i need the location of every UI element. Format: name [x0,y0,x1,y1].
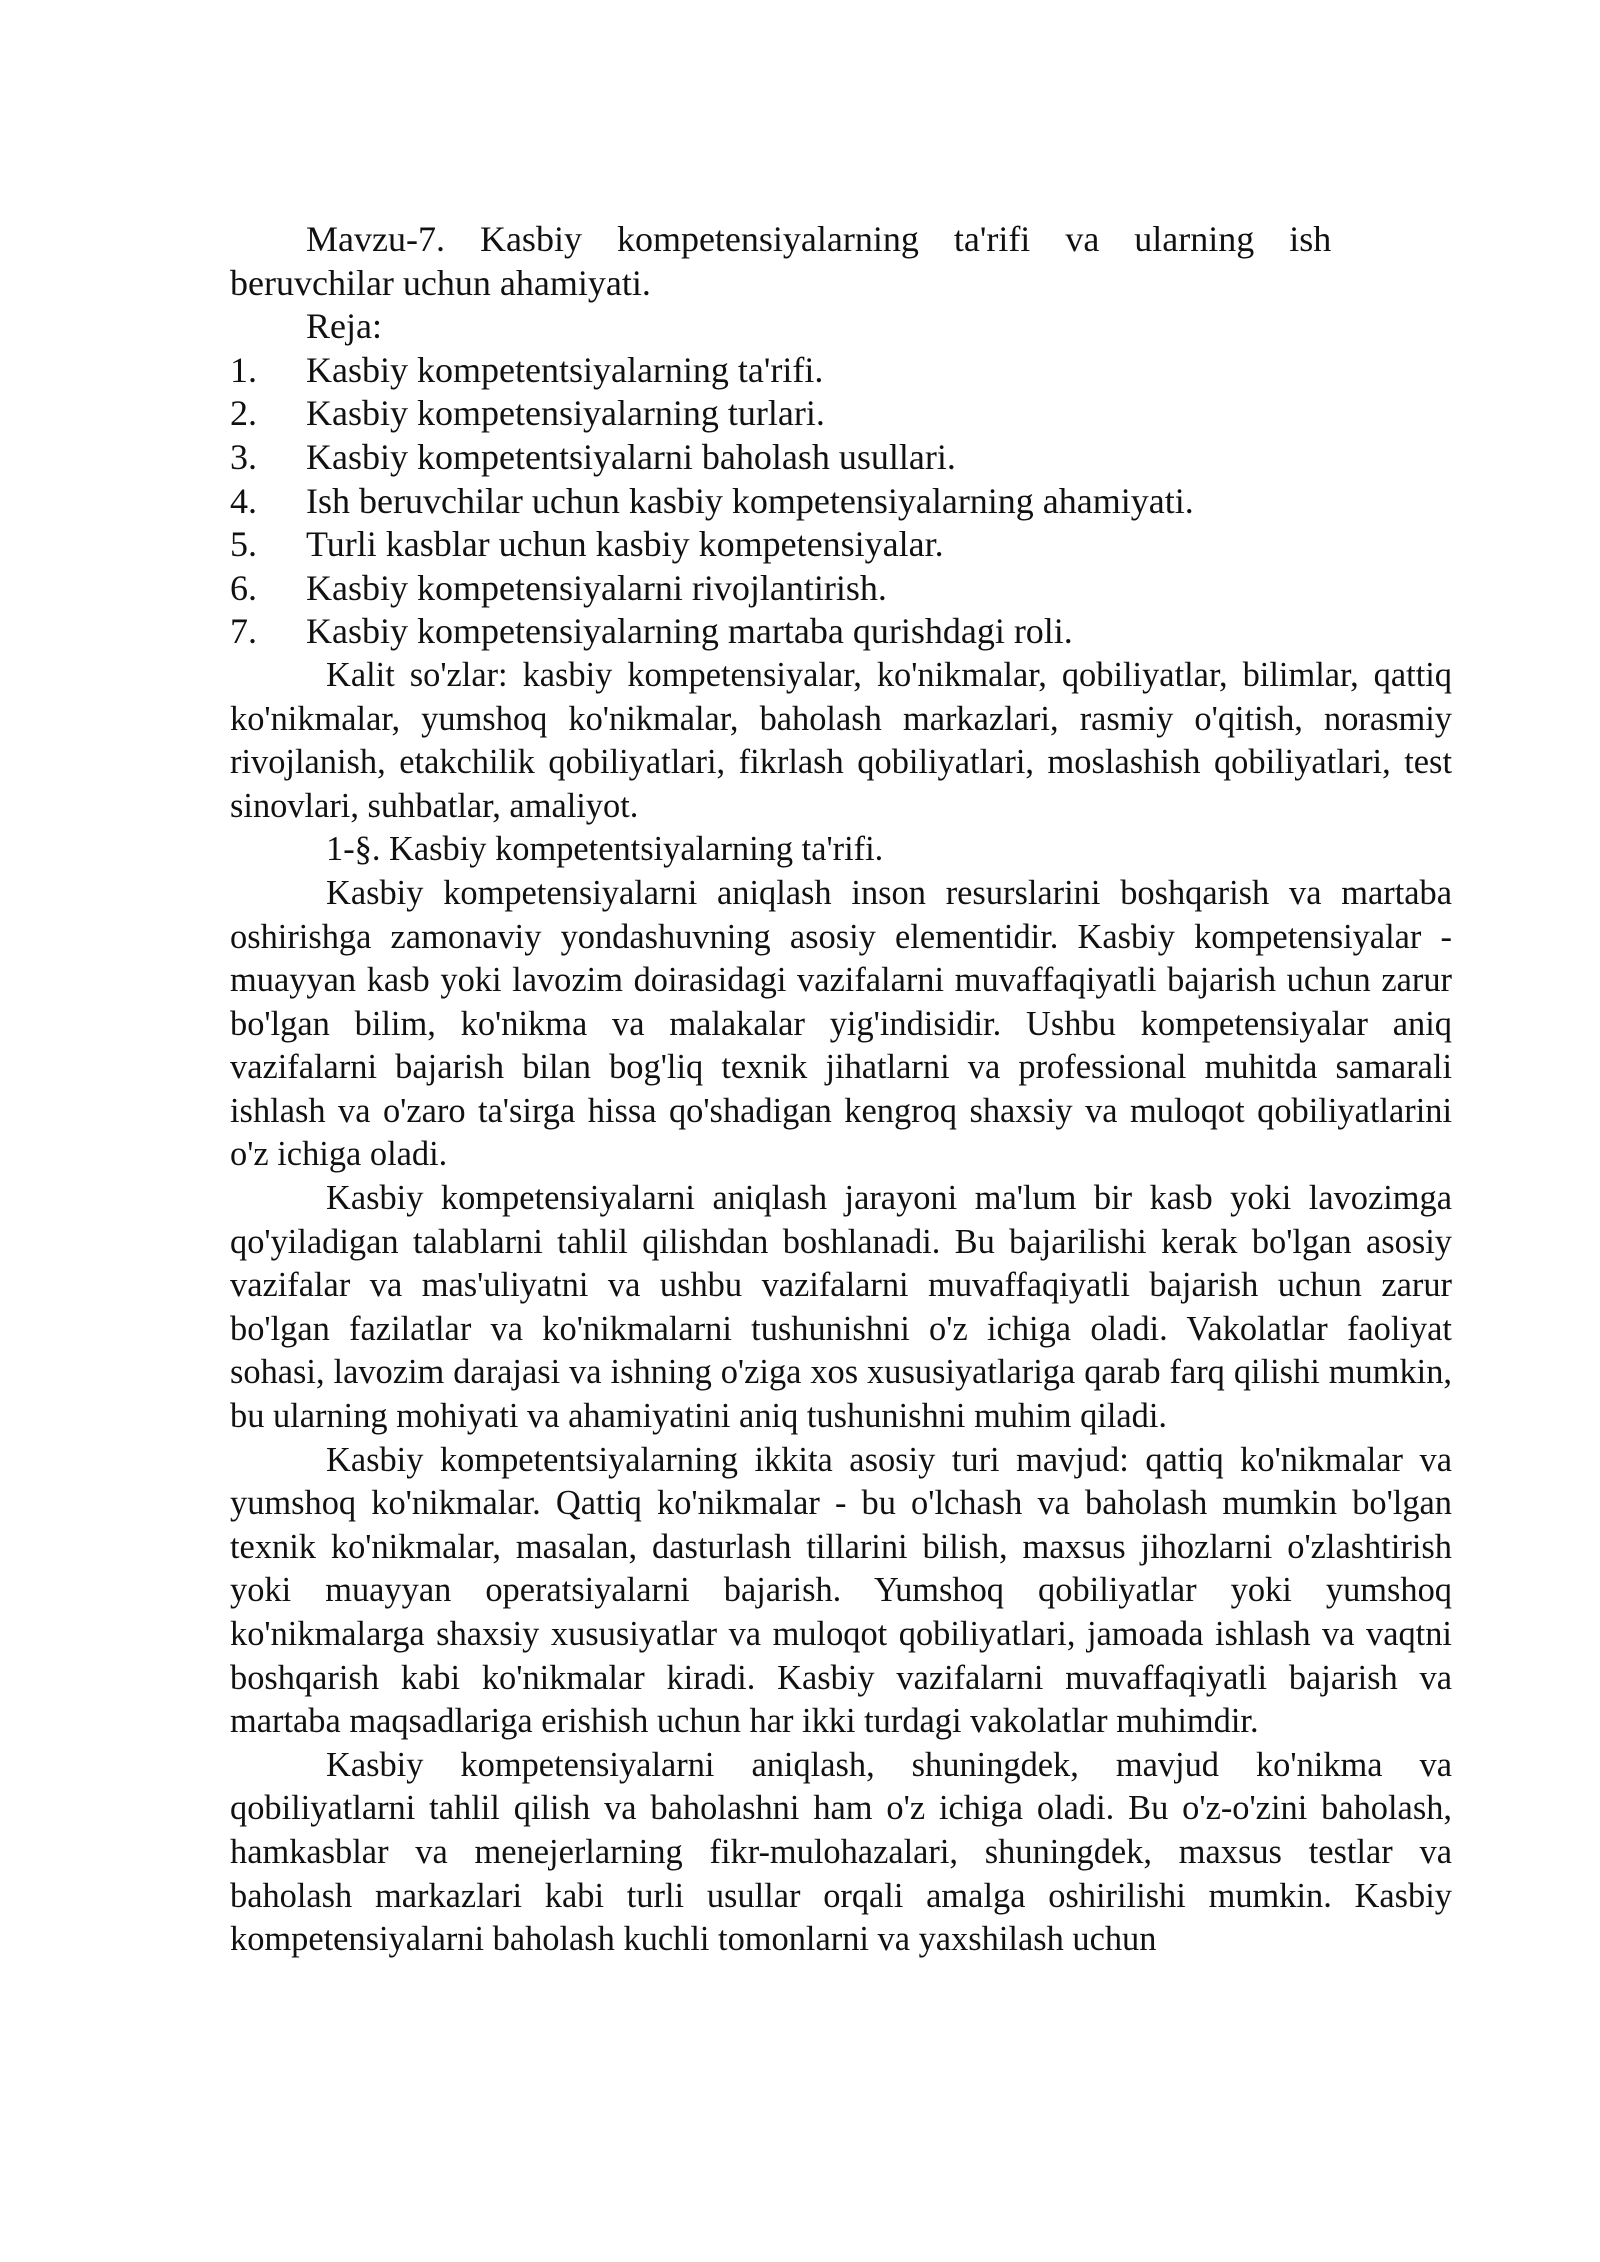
plan-item [230,392,1452,436]
body-paragraph: Kasbiy kompetensiyalarni aniqlash jarayoni ma'lum bir kasb yoki lavozimga qo'yiladigan talablarni tahlil qilishdan boshlanadi. Bu bajarilishi kerak bo'lgan asosiy vazifalar va mas'uliyatni va ushbu vazifalarni muvaffaqiyatli bajarish uchun zarur bo'lgan fazilatlar va ko'nikmalarni tushunishni o'z ichiga oladi. Vakolatlar faoliyat sohasi, lavozim darajasi va ishning o'ziga xos xususiyatlariga qarab farq qilishi mumkin, bu ularning mohiyati va ahamiyatini aniq tushunishni muhim qiladi. [230,1179,1452,1436]
plan-item-text: Kasbiy kompetentsiyalarni baholash usullari. [306,436,956,477]
plan-heading: Reja: [306,306,382,347]
plan-item [230,349,1452,393]
document-title-line-1: Mavzu-7. Kasbiy kompetensiyalarning ta'rifi va ularning ish [306,219,1332,259]
plan-item-number: 1. [230,349,257,390]
document-page [230,218,1452,1962]
plan-item [230,567,1452,611]
plan-item-number: 3. [230,436,257,477]
plan-item-number: 5. [230,524,257,565]
keywords-paragraph: Kalit so'zlar: kasbiy kompetensiyalar, ko'nikmalar, qobiliyatlar, bilimlar, qattiq ko'nikmalar, yumshoq ko'nikmalar, baholash markazlari, rasmiy o'qitish, norasmiy rivojlanish, etakchilik qobiliyatlari, fikrlash qobiliyatlari, moslashish qobiliyatlari, test sinovlari, suhbatlar, amaliyot. [230,655,1452,825]
plan-item-number: 6. [230,567,257,608]
plan-item [230,480,1452,524]
body-paragraph: Kasbiy kompetensiyalarni aniqlash, shuningdek, mavjud ko'nikma va qobiliyatlarni tahlil qilish va baholashni ham o'z ichiga oladi. Bu o'z-o'zini baholash, hamkasblar va menejerlarning fikr-mulohazalari, shuningdek, maxsus testlar va baholash markazlari kabi turli usullar orqali amalga oshirilishi mumkin. Kasbiy kompetensiyalarni baholash kuchli tomonlarni va yaxshilash uchun [230,1745,1452,1959]
plan-item-number: 7. [230,611,257,652]
plan-item-text: Kasbiy kompetensiyalarni rivojlantirish. [306,567,887,608]
plan-item-text: Turli kasblar uchun kasbiy kompetensiyalar. [306,524,944,565]
plan-item [230,523,1452,567]
document-title-line-2: beruvchilar uchun ahamiyati. [230,262,651,303]
plan-item-text: Kasbiy kompetensiyalarning martaba qurishdagi roli. [306,611,1073,652]
plan-item-text: Kasbiy kompetentsiyalarning ta'rifi. [306,349,824,390]
plan-item-number: 4. [230,480,257,521]
plan-item-text: Kasbiy kompetensiyalarning turlari. [306,393,825,434]
plan-item [230,436,1452,480]
plan-item-number: 2. [230,393,257,434]
section-heading: 1-§. Kasbiy kompetentsiyalarning ta'rifi. [326,830,884,869]
plan-item-text: Ish beruvchilar uchun kasbiy kompetensiyalarning ahamiyati. [306,480,1194,521]
plan-list [230,349,1452,654]
plan-item [230,610,1452,654]
body-paragraph: Kasbiy kompetensiyalarni aniqlash inson resurslarini boshqarish va martaba oshirishga zamonaviy yondashuvning asosiy elementidir. Kasbiy kompetensiyalar - muayyan kasb yoki lavozim doirasidagi vazifalarni muvaffaqiyatli bajarish uchun zarur bo'lgan bilim, ko'nikma va malakalar yig'indisidir. Ushbu kompetensiyalar aniq vazifalarni bajarish bilan bog'liq texnik jihatlarni va professional muhitda samarali ishlash va o'zaro ta'sirga hissa qo'shadigan kengroq shaxsiy va muloqot qobiliyatlarini o'z ichiga oladi. [230,873,1452,1174]
body-paragraph: Kasbiy kompetentsiyalarning ikkita asosiy turi mavjud: qattiq ko'nikmalar va yumshoq ko'nikmalar. Qattiq ko'nikmalar - bu o'lchash va baholash mumkin bo'lgan texnik ko'nikmalar, masalan, dasturlash tillarini bilish, maxsus jihozlarni o'zlashtirish yoki muayyan operatsiyalarni bajarish. Yumshoq qobiliyatlar yoki yumshoq ko'nikmalarga shaxsiy xususiyatlar va muloqot qobiliyatlari, jamoada ishlash va vaqtni boshqarish kabi ko'nikmalar kiradi. Kasbiy vazifalarni muvaffaqiyatli bajarish va martaba maqsadlariga erishish uchun har ikki turdagi vakolatlar muhimdir. [230,1440,1452,1741]
